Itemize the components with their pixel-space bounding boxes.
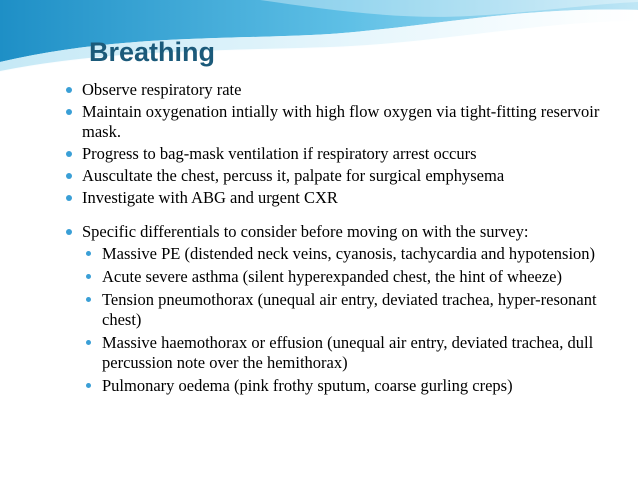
- sub-bullet-dot-icon: [86, 340, 91, 345]
- bullet-item: [64, 166, 612, 186]
- bullet-text: Progress to bag-mask ventilation if respiratory arrest occurs: [82, 144, 477, 163]
- sub-bullet-text: Massive PE (distended neck veins, cyanosis, tachycardia and hypotension): [102, 244, 596, 263]
- bullet-text: Specific differentials to consider before moving on with the survey:: [82, 222, 529, 241]
- bullet-dot-icon: [66, 109, 72, 115]
- slide-title: Breathing: [89, 37, 216, 67]
- bullet-dot-icon: [66, 195, 72, 201]
- sub-bullet-item: [82, 267, 612, 287]
- bullet-item: [64, 102, 612, 142]
- sub-bullet-dot-icon: [86, 274, 91, 279]
- sub-bullet-dot-icon: [86, 383, 91, 388]
- bullet-item: [64, 80, 612, 100]
- sub-bullet-item: [82, 290, 612, 330]
- sub-bullet-dot-icon: [86, 251, 91, 256]
- bullet-dot-icon: [66, 173, 72, 179]
- bullet-dot-icon: [66, 229, 72, 235]
- bullet-text: Maintain oxygenation intially with high flow oxygen via tight-fitting reservoir mask.: [82, 102, 600, 141]
- bullet-list: [64, 80, 612, 396]
- bullet-item: [64, 222, 612, 396]
- sub-bullet-item: [82, 376, 612, 396]
- sub-bullet-text: Tension pneumothorax (unequal air entry, deviated trachea, hyper-resonant chest): [102, 290, 597, 329]
- bullet-text: Observe respiratory rate: [82, 80, 242, 99]
- bullet-text: Auscultate the chest, percuss it, palpate for surgical emphysema: [82, 166, 505, 185]
- bullet-item: [64, 188, 612, 208]
- sub-bullet-text: Pulmonary oedema (pink frothy sputum, coarse gurling creps): [102, 376, 513, 395]
- sub-bullet-text: Acute severe asthma (silent hyperexpanded chest, the hint of wheeze): [102, 267, 562, 286]
- sub-bullet-text: Massive haemothorax or effusion (unequal air entry, deviated trachea, dull percussion note over the hemithorax): [102, 333, 594, 372]
- bullet-dot-icon: [66, 87, 72, 93]
- bullet-text: Investigate with ABG and urgent CXR: [82, 188, 338, 207]
- bullet-dot-icon: [66, 151, 72, 157]
- sub-bullet-item: [82, 244, 612, 264]
- sub-bullet-dot-icon: [86, 297, 91, 302]
- sub-bullet-list: [82, 244, 612, 396]
- slide-content: [64, 80, 612, 399]
- sub-bullet-item: [82, 333, 612, 373]
- bullet-item: [64, 144, 612, 164]
